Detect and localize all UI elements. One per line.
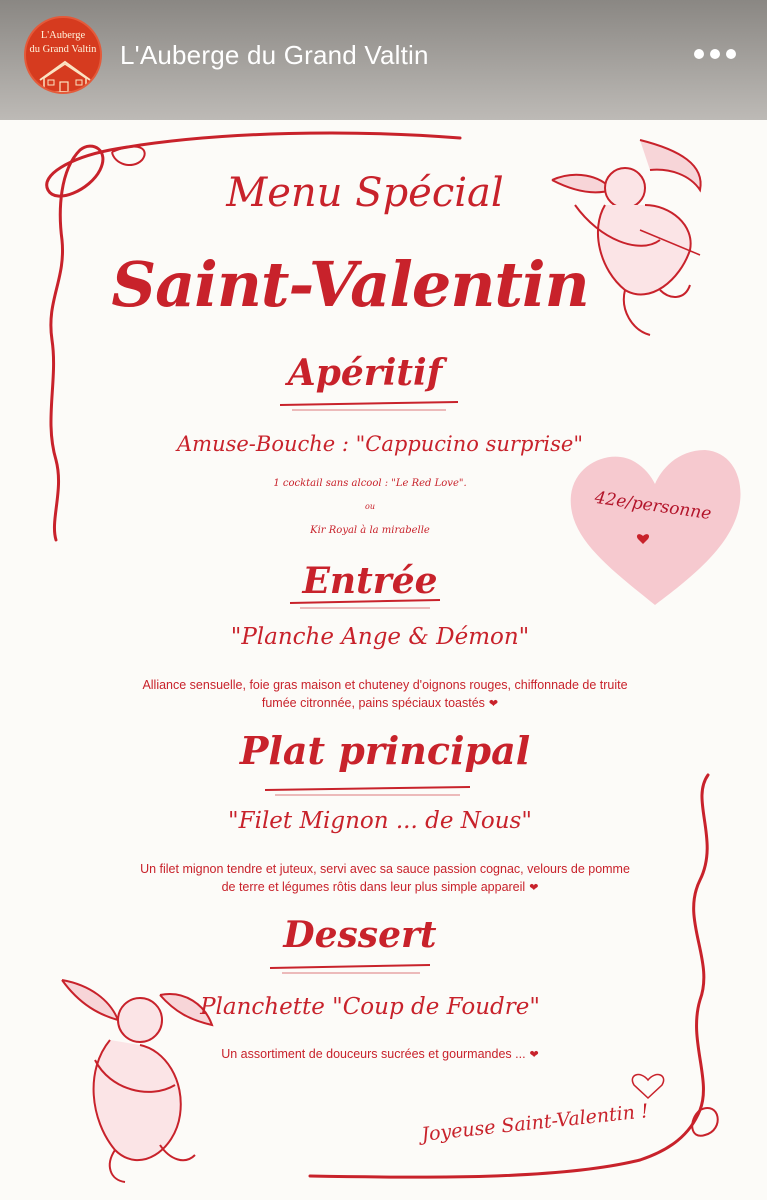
heart-icon: ❤ [529, 882, 539, 894]
plat-description-line-2: de terre et légumes rôtis dans leur plus simple appareil ❤ [160, 878, 600, 897]
dish-aperitif: Amuse-Bouche : "Cappucino surprise" [176, 432, 584, 456]
aperitif-note-1: 1 cocktail sans alcool : "Le Red Love". [273, 478, 467, 489]
account-name[interactable]: L'Auberge du Grand Valtin [120, 40, 429, 70]
aperitif-note-2: Kir Royal à la mirabelle [310, 525, 430, 536]
entree-description-line-1: Alliance sensuelle, foie gras maison et chuteney d'oignons rouges, chiffonnade de truite [142, 678, 628, 692]
plat-description-line-1: Un filet mignon tendre et juteux, servi avec sa sauce passion cognac, velours de pomme [140, 862, 630, 876]
closing-greeting: Joyeuse Saint-Valentin ! [420, 1100, 650, 1146]
avatar-logo-line-2: du Grand Valtin [29, 44, 97, 55]
section-title-dessert: Dessert [283, 914, 437, 956]
dessert-description: Un assortiment de douceurs sucrées et gourmandes ... ❤ [160, 1045, 600, 1064]
menu-main-title: Saint-Valentin [111, 248, 589, 321]
avatar-logo-line-1: L'Auberge [40, 30, 86, 41]
price-label: 42e/personne [593, 487, 713, 525]
section-title-plat: Plat principal [239, 728, 531, 773]
dish-plat: "Filet Mignon ... de Nous" [228, 808, 532, 834]
aperitif-note-or: ou [365, 502, 375, 511]
heart-icon: ❤ [488, 698, 499, 710]
entree-description-line-2: fumée citronnée, pains spéciaux toastés ❤ [160, 694, 600, 713]
dish-entree: "Planche Ange & Démon" [230, 624, 530, 650]
heart-icon [632, 1075, 663, 1098]
section-title-entree: Entrée [302, 560, 438, 602]
heart-icon: ❤ [529, 1049, 539, 1061]
dish-dessert: Planchette "Coup de Foudre" [200, 994, 540, 1020]
section-title-aperitif: Apéritif [287, 352, 443, 394]
menu-title: Menu Spécial [226, 170, 504, 216]
